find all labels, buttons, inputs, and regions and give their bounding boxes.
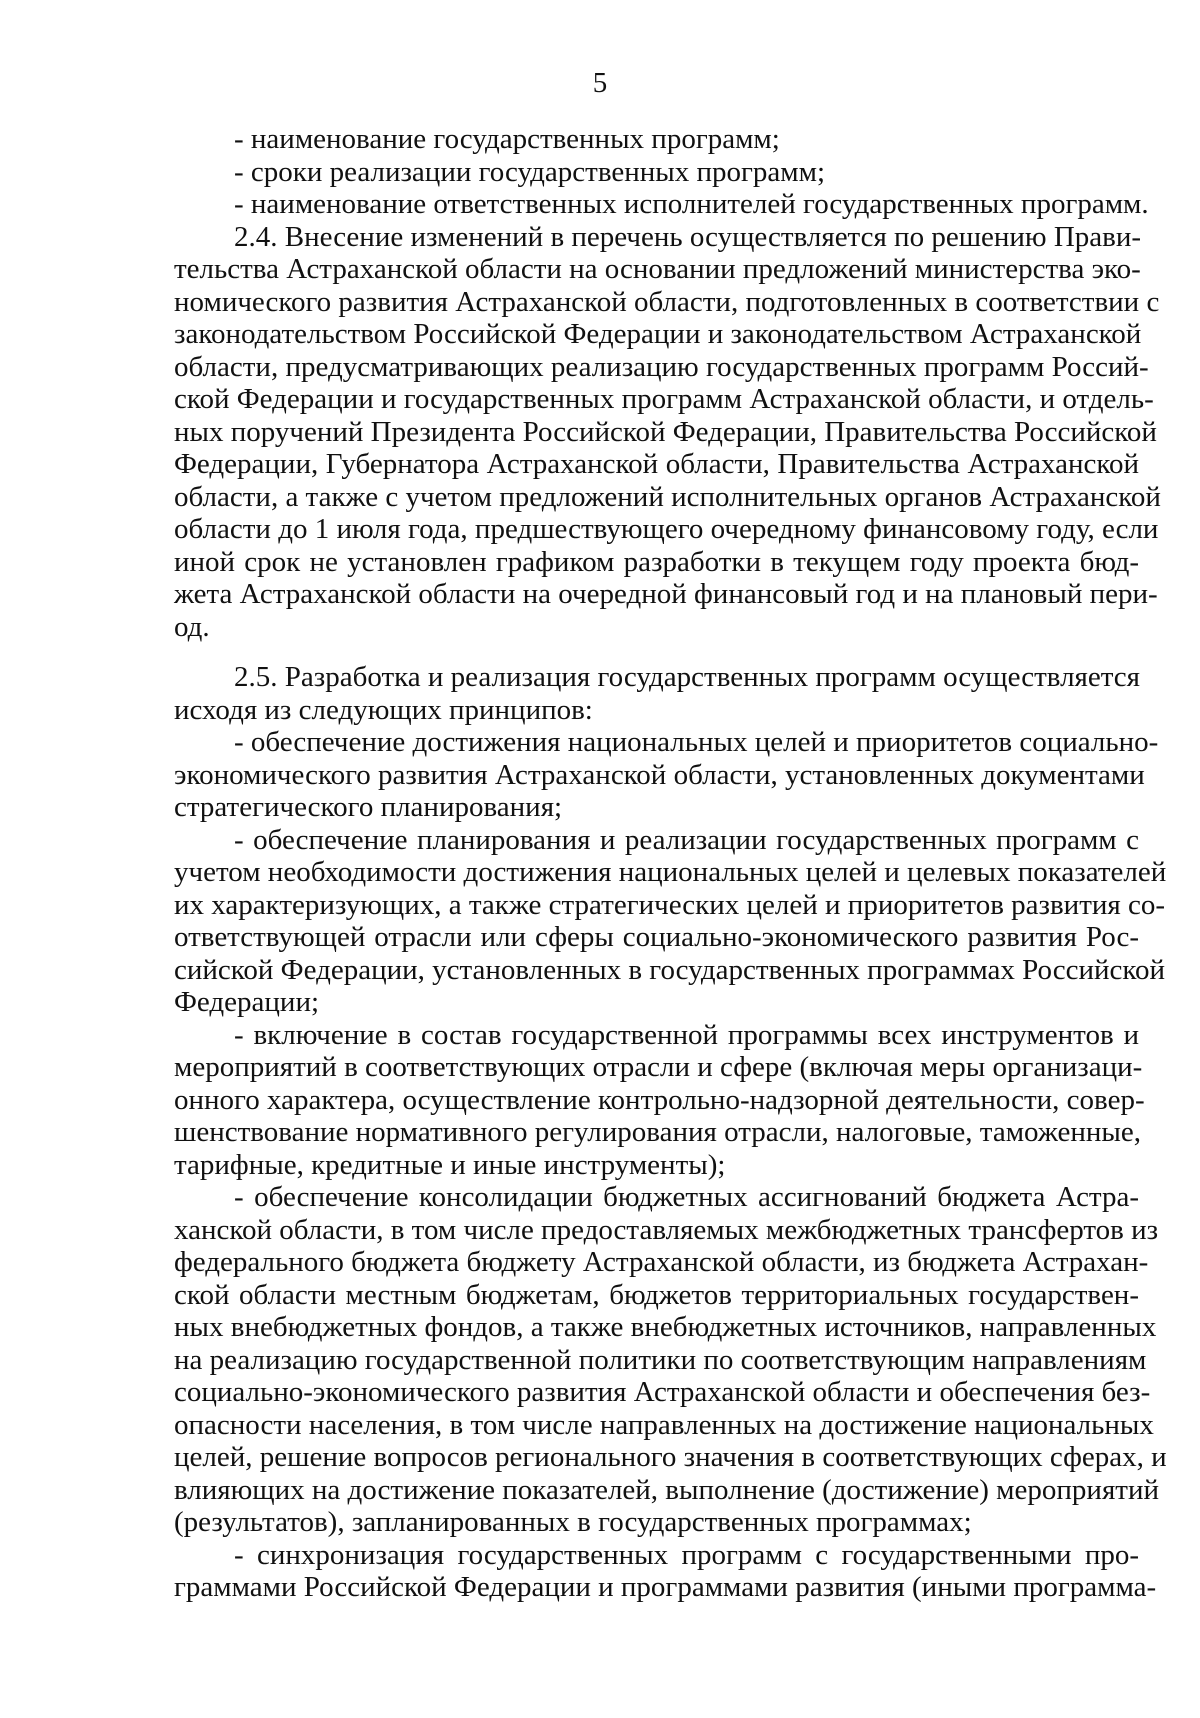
text-line: области, а также с учетом предложений исполнительных органов Астраханской	[174, 480, 1161, 513]
text-line: законодательством Российской Федерации и законодательством Астраханской	[174, 318, 1142, 350]
text-line: иной срок не установлен графиком разработки в текущем году проекта бюд-	[174, 545, 1139, 578]
text-line: - обеспечение достижения национальных целей и приоритетов социально-	[234, 726, 1159, 758]
text-line: ханской области, в том числе предоставляемых межбюджетных трансфертов из	[174, 1213, 1159, 1246]
text-line: мероприятий в соответствующих отрасли и сфере (включая меры организаци-	[174, 1051, 1143, 1083]
text-line: сийской Федерации, установленных в государственных программах Российской	[174, 953, 1166, 986]
text-line: - синхронизация государственных программ с государственными про-	[234, 1538, 1139, 1571]
document-body	[174, 123, 1167, 1604]
text-line: целей, решение вопросов регионального значения в соответствующих сферах, и	[174, 1441, 1167, 1473]
text-line: (результатов), запланированных в государственных программах;	[174, 1506, 972, 1538]
text-line: - обеспечение консолидации бюджетных ассигнований бюджета Астра-	[234, 1181, 1139, 1213]
text-line: ской Федерации и государственных программ Астраханской области, и отдель-	[174, 383, 1154, 415]
text-line: тельства Астраханской области на основании предложений министерства эко-	[174, 253, 1141, 285]
text-line: 2.5. Разработка и реализация государственных программ осуществляется	[234, 661, 1141, 693]
text-line: граммами Российской Федерации и программами развития (иными программа-	[174, 1571, 1157, 1603]
paragraph-gap	[174, 643, 1139, 661]
text-line: федерального бюджета бюджету Астраханской области, из бюджета Астрахан-	[174, 1246, 1149, 1278]
text-line: области, предусматривающих реализацию государственных программ Россий-	[174, 350, 1149, 383]
text-line: области до 1 июля года, предшествующего очередному финансовому году, если	[174, 513, 1159, 545]
text-line: - наименование государственных программ;	[234, 123, 780, 155]
text-line: жета Астраханской области на очередной финансовый год и на плановый пери-	[174, 578, 1158, 610]
text-line: тарифные, кредитные и иные инструменты);	[174, 1148, 726, 1181]
text-line: онного характера, осуществление контрольно-надзорной деятельности, совер-	[174, 1083, 1145, 1116]
text-line: исходя из следующих принципов:	[174, 693, 593, 726]
text-line: влияющих на достижение показателей, выполнение (достижение) мероприятий	[174, 1473, 1159, 1506]
page-number: 5	[592, 67, 608, 99]
text-line: - обеспечение планирования и реализации государственных программ с	[234, 823, 1139, 856]
text-line: опасности населения, в том числе направленных на достижение национальных	[174, 1408, 1154, 1441]
text-line: ных внебюджетных фондов, а также внебюджетных источников, направленных	[174, 1311, 1157, 1343]
text-line: стратегического планирования;	[174, 791, 563, 823]
text-line: ответствующей отрасли или сферы социально-экономического развития Рос-	[174, 921, 1139, 953]
text-line: Федерации;	[174, 986, 320, 1018]
text-line: на реализацию государственной политики по соответствующим направлениям	[174, 1343, 1147, 1376]
text-line: од.	[174, 610, 210, 643]
text-line: ных поручений Президента Российской Федерации, Правительства Российской	[174, 415, 1157, 448]
text-line: социально-экономического развития Астраханской области и обеспечения без-	[174, 1376, 1151, 1408]
text-line: экономического развития Астраханской области, установленных документами	[174, 758, 1145, 791]
text-line: - сроки реализации государственных программ;	[234, 155, 826, 188]
text-line: Федерации, Губернатора Астраханской области, Правительства Астраханской	[174, 448, 1139, 480]
text-line: - включение в состав государственной программы всех инструментов и	[234, 1018, 1139, 1051]
text-line: 2.4. Внесение изменений в перечень осуществляется по решению Прави-	[234, 220, 1142, 253]
text-line: номического развития Астраханской области, подготовленных в соответствии с	[174, 285, 1160, 318]
text-line: - наименование ответственных исполнителей государственных программ.	[234, 188, 1149, 220]
text-line: шенствование нормативного регулирования отрасли, налоговые, таможенные,	[174, 1116, 1141, 1148]
text-line: учетом необходимости достижения национальных целей и целевых показателей	[174, 856, 1167, 888]
text-line: их характеризующих, а также стратегических целей и приоритетов развития со-	[174, 888, 1165, 921]
text-line: ской области местным бюджетам, бюджетов территориальных государствен-	[174, 1278, 1139, 1311]
